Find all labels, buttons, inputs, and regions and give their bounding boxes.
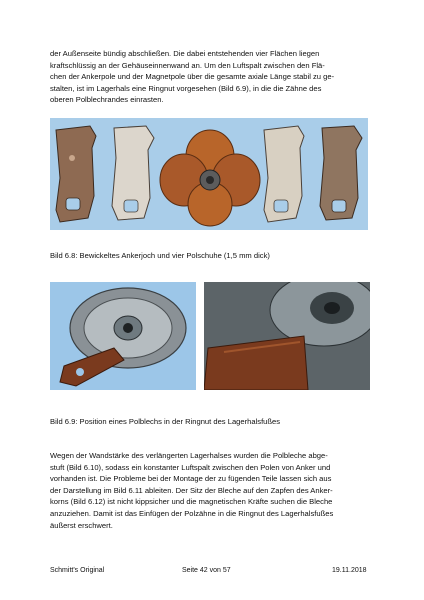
text-line: der Außenseite bündig abschließen. Die dabei entstehenden vier Flächen liegen [50, 49, 320, 58]
figure-6-9-photo-left [50, 282, 196, 390]
text-line: oberen Polblechrandes einrasten. [50, 95, 164, 105]
text-line: anzuziehen. Damit ist das Einfügen der Polzähne in die Ringnut des Lagerhalsfußes [50, 508, 334, 518]
text-line: Wegen der Wandstärke des verlängerten Lagerhalses wurden die Polbleche abge- [50, 451, 328, 460]
text-line: korns (Bild 6.12) ist nicht kippsicher und die magnetischen Kräfte suchen die Bleche [50, 497, 333, 507]
text-line: chen der Ankerpole und der Magnetpole über die gesamte axiale Länge stabil zu ge- [50, 72, 335, 82]
text-line: stalten, ist im Lagerhals eine Ringnut vorgesehen (Bild 6.9), in die die Zähne des [50, 83, 322, 93]
footer-left: Schmitt's Original [50, 567, 105, 574]
footer-page-number: Seite 42 von 57 [182, 567, 231, 574]
pole-shoe [112, 126, 154, 220]
figure-6-8-photo [50, 118, 368, 230]
pole-shoe [56, 126, 96, 222]
text-line: der Darstellung im Bild 6.11 ableiten. Der Sitz der Bleche auf den Zapfen des Anker- [50, 485, 333, 495]
pole-shoe [320, 126, 362, 220]
figure-6-9-caption: Bild 6.9: Position eines Polblechs in der Ringnut des Lagerhalsfußes [50, 417, 281, 426]
pole-shoe [264, 126, 304, 222]
text-line: äußerst erschwert. [50, 520, 113, 530]
text-line: stuft (Bild 6.10), sodass ein konstanter Luftspalt zwischen den Polen von Anker und [50, 462, 331, 472]
text-line: kraftschlüssig an der Gehäuseinnenwand an. Um den Luftspalt zwischen den Flä- [50, 60, 325, 70]
footer-date: 19.11.2018 [332, 567, 367, 574]
figure-6-8-caption: Bild 6.8: Bewickeltes Ankerjoch und vier Polschuhe (1,5 mm dick) [50, 251, 270, 260]
figure-6-9-photo-right [204, 282, 370, 390]
body-paragraph [50, 450, 378, 531]
intro-paragraph [50, 48, 378, 106]
text-line: vorhanden ist. Die Probleme bei der Montage der zu fügenden Teile lassen sich aus [50, 474, 332, 484]
